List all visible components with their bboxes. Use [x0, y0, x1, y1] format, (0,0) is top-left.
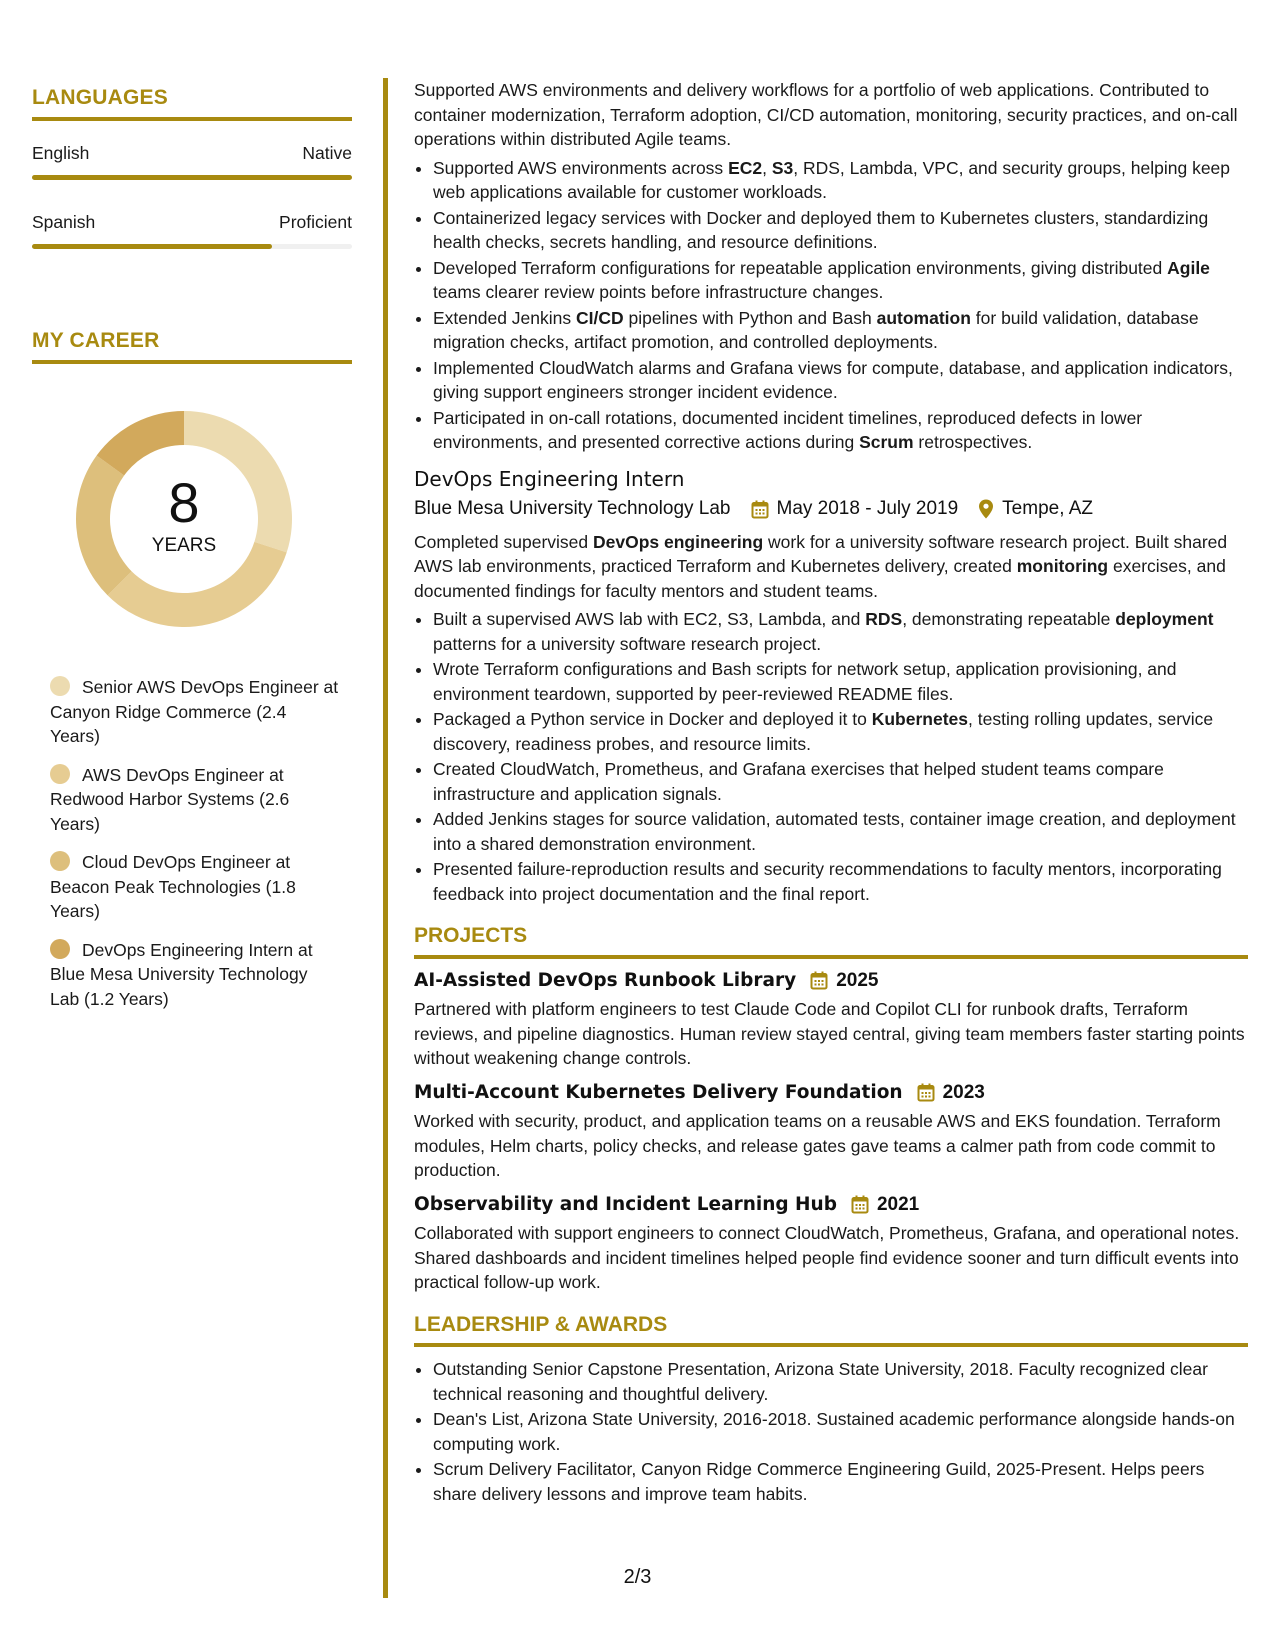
career-total-years: 8: [168, 471, 200, 534]
column-divider: [383, 78, 388, 1598]
bullet-text: Built a supervised AWS lab with EC2, S3, Lambda, and: [433, 609, 866, 629]
summary-text: exercises, and documented findings for faculty mentors and student teams.: [414, 556, 1226, 601]
summary-text: Completed supervised: [414, 531, 593, 552]
language-level-bar: [32, 244, 352, 249]
language-item-english: [32, 143, 352, 180]
bullet-text: Developed Terraform configurations for repeatable application environments, giving distributed: [433, 257, 1168, 278]
bullet-text: ,: [762, 157, 772, 178]
project-title: AI-Assisted DevOps Runbook Library: [414, 969, 797, 991]
bullet-text: Containerized legacy services with Docker and deployed them to Kubernetes clusters, standardizing health checks, secrets handling, and resource definitions.: [433, 207, 1209, 252]
main-content: [414, 78, 1248, 1507]
career-total-unit: YEARS: [151, 535, 217, 556]
bullet-text: for build validation, database migration checks, artifact promotion, and controlled deployments.: [433, 307, 1199, 352]
bullet-text: retrospectives.: [913, 432, 1033, 452]
bullet-text: Extended Jenkins: [433, 307, 577, 328]
project-title: Multi-Account Kubernetes Delivery Foundation: [414, 1081, 903, 1103]
bullet-item: [433, 657, 1248, 706]
bullet-text: patterns for a university software research project.: [433, 633, 822, 654]
bullet-item: [433, 206, 1248, 255]
bullet-text: pipelines with Python and Bash: [623, 307, 877, 328]
job-title: DevOps Engineering Intern: [414, 466, 685, 491]
bullet-text: Added Jenkins stages for source validation, automated tests, container image creation, and deployment into a shared demonstration environment.: [433, 809, 1236, 854]
bullet-text: , demonstrating repeatable: [902, 609, 1116, 629]
job-location: Tempe, AZ: [1002, 498, 1093, 519]
job-bullets: [414, 607, 1248, 906]
project-year: 2023: [942, 1081, 985, 1103]
legend-swatch: [50, 764, 70, 784]
project-description: Partnered with platform engineers to test Claude Code and Copilot CLI for runbook drafts, Terraform reviews, and pipeline diagnostics. Human review stayed central, giving team members faster starting points without weakening change controls.: [414, 999, 1245, 1068]
career-rule: [32, 360, 352, 364]
bullet-item: [433, 807, 1248, 856]
project-year: 2025: [836, 969, 879, 991]
career-section: [32, 329, 352, 1011]
bullet-item: [433, 306, 1248, 355]
legend-item: [50, 938, 340, 1012]
bullet-keyword: S3: [771, 157, 794, 178]
language-item-spanish: [32, 212, 352, 249]
calendar-icon: [751, 500, 769, 519]
legend-item: [50, 850, 340, 924]
bullet-text: Packaged a Python service in Docker and deployed it to: [433, 709, 872, 729]
job-dates: May 2018 - July 2019: [776, 498, 959, 519]
language-level-fill: [32, 175, 352, 180]
bullet-item: [433, 607, 1248, 656]
calendar-icon: [917, 1083, 935, 1102]
legend-label: Senior AWS DevOps Engineer at Canyon Ridge Commerce (2.4 Years): [50, 677, 339, 746]
awards-list: [414, 1357, 1248, 1506]
legend-swatch: [50, 939, 70, 959]
bullet-text: Presented failure-reproduction results and security recommendations to faculty mentors, incorporating feedback into project documentation and the final report.: [433, 859, 1222, 904]
project-title: Observability and Incident Learning Hub: [414, 1193, 837, 1215]
legend-swatch: [50, 851, 70, 871]
language-level-fill: [32, 244, 272, 249]
bullet-text: Supported AWS environments across: [433, 157, 729, 178]
bullet-text: , testing rolling updates, service discovery, readiness probes, and resource limits.: [433, 709, 1214, 754]
donut-center-label: [64, 399, 304, 639]
job-bullets: [414, 156, 1248, 455]
award-item: • Scrum Delivery Facilitator, Canyon Ridge Commerce Engineering Guild, 2025-Present. Helps peers share delivery lessons and improve team habits.: [433, 1457, 1248, 1506]
bullet-item: [433, 757, 1248, 806]
bullet-text: Created CloudWatch, Prometheus, and Grafana exercises that helped student teams compare infrastructure and application signals.: [433, 759, 1164, 804]
job-summary: [414, 530, 1248, 604]
language-level: Native: [302, 143, 352, 163]
bullet-item: [433, 156, 1248, 205]
language-name: Spanish: [32, 212, 96, 232]
project-item: [414, 1193, 1248, 1295]
bullet-item: [433, 356, 1248, 405]
language-name: English: [32, 143, 90, 163]
summary-keyword: monitoring: [1016, 556, 1109, 576]
legend-swatch: [50, 676, 70, 696]
summary-text: work for a university software research project. Built shared AWS lab environments, practiced Terraform and Kubernetes delivery, created: [414, 531, 1228, 576]
bullet-text: Implemented CloudWatch alarms and Grafana views for compute, database, and application indicators, giving support engineers stronger incident evidence.: [433, 357, 1233, 402]
bullet-keyword: automation: [876, 307, 971, 328]
bullet-keyword: Scrum: [859, 432, 914, 452]
bullet-keyword: Agile: [1167, 257, 1210, 278]
project-year: 2021: [876, 1193, 920, 1215]
award-item: • Outstanding Senior Capstone Presentation, Arizona State University, 2018. Faculty recognized clear technical reasoning and thoughtful delivery.: [433, 1357, 1248, 1406]
bullet-text: Wrote Terraform configurations and Bash scripts for network setup, application provisioning, and environment teardown, supported by peer-reviewed README files.: [433, 659, 1177, 704]
sidebar: [32, 86, 352, 1025]
legend-label: DevOps Engineering Intern at Blue Mesa University Technology Lab (1.2 Years): [50, 939, 313, 1009]
projects-rule: [414, 955, 1248, 959]
bullet-item: [433, 707, 1248, 756]
project-item: [414, 1081, 1248, 1183]
awards-rule: [414, 1343, 1248, 1347]
bullet-text: teams clearer review points before infrastructure changes.: [433, 282, 884, 302]
location-pin-icon: [978, 499, 994, 519]
bullet-keyword: RDS: [865, 609, 903, 629]
bullet-keyword: CI/CD: [576, 307, 624, 328]
bullet-item: [433, 256, 1248, 305]
legend-label: AWS DevOps Engineer at Redwood Harbor Systems (2.6 Years): [50, 764, 290, 834]
award-item: • Dean's List, Arizona State University, 2016-2018. Sustained academic performance alongside hands-on computing work.: [433, 1407, 1248, 1456]
language-level: Proficient: [279, 212, 352, 232]
career-donut-chart: [64, 399, 304, 639]
bullet-keyword: EC2: [728, 157, 763, 178]
bullet-item: [433, 406, 1248, 455]
project-item: [414, 969, 1248, 1071]
language-level-bar: [32, 175, 352, 180]
job-summary: Supported AWS environments and delivery workflows for a portfolio of web applications. Contributed to container modernization, Terraform adoption, CI/CD automation, monitoring, security practices, and on-call operations within distributed Agile teams.: [414, 80, 1238, 149]
summary-keyword: DevOps engineering: [592, 531, 764, 552]
calendar-icon: [810, 971, 828, 990]
languages-heading: LANGUAGES: [32, 86, 168, 109]
legend-label: Cloud DevOps Engineer at Beacon Peak Technologies (1.8 Years): [50, 852, 296, 921]
job-meta: [414, 497, 1248, 522]
page-number: 2/3: [623, 1566, 652, 1588]
bullet-item: [433, 857, 1248, 906]
career-heading: MY CAREER: [32, 329, 160, 352]
projects-heading: PROJECTS: [414, 924, 528, 947]
bullet-text: , RDS, Lambda, VPC, and security groups, helping keep web applications available for customer workloads.: [433, 157, 1231, 202]
career-legend: [50, 675, 340, 1011]
languages-rule: [32, 117, 352, 121]
bullet-keyword: Kubernetes: [871, 709, 969, 729]
calendar-icon: [851, 1195, 869, 1214]
awards-heading: LEADERSHIP & AWARDS: [414, 1312, 668, 1336]
project-description: Collaborated with support engineers to connect CloudWatch, Prometheus, Grafana, and operational notes. Shared dashboards and incident timelines helped people find evidence sooner and turn difficult events into practical follow-up work.: [414, 1223, 1240, 1292]
job-company: Blue Mesa University Technology Lab: [414, 498, 731, 519]
legend-item: [50, 763, 340, 837]
project-description: Worked with security, product, and application teams on a reusable AWS and EKS foundation. Terraform modules, Helm charts, policy checks, and release gates gave teams a calmer path from code commit to production.: [414, 1111, 1221, 1180]
bullet-keyword: deployment: [1115, 609, 1214, 629]
bullet-text: Participated in on-call rotations, documented incident timelines, reproduced defects in lower environments, and presented corrective actions during: [433, 407, 1143, 452]
legend-item: [50, 675, 340, 749]
